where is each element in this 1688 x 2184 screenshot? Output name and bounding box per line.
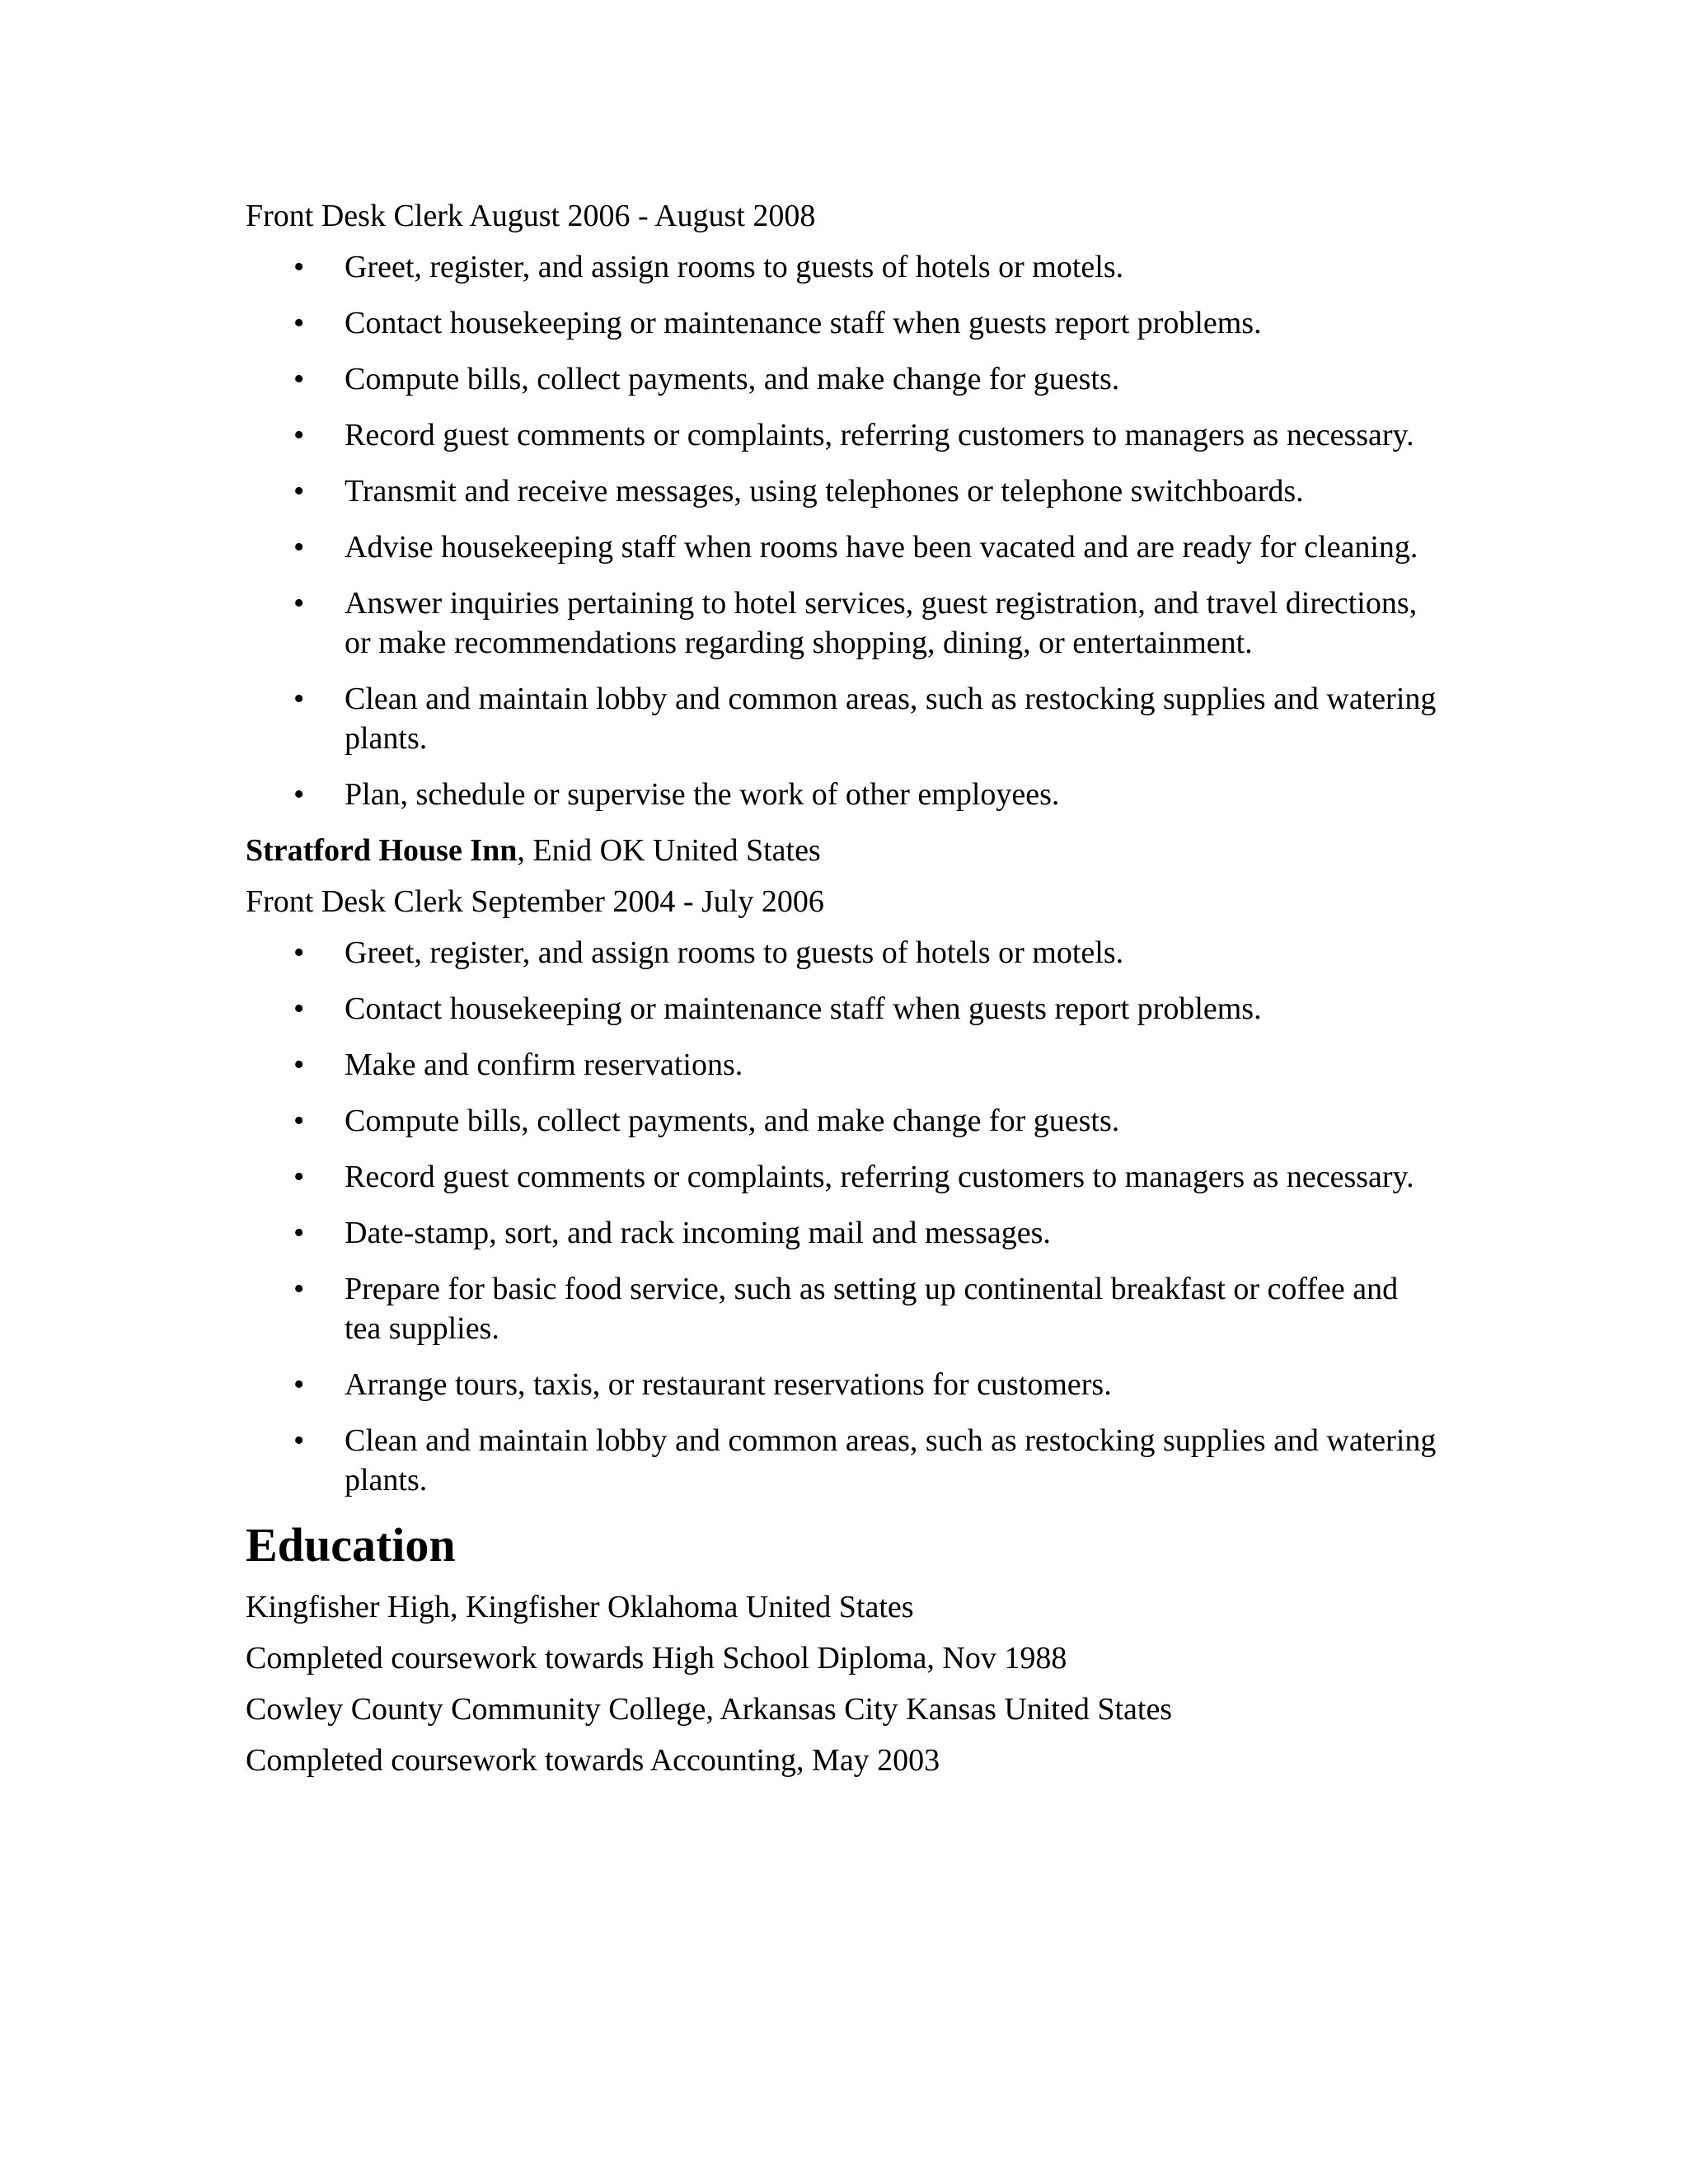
school-line: Cowley County Community College, Arkansas City Kansas United States bbox=[246, 1692, 1173, 1727]
job-title-line: Front Desk Clerk August 2006 - August 2008 bbox=[246, 199, 816, 233]
job-entry-1 bbox=[246, 196, 1437, 814]
bullet-icon: • bbox=[293, 306, 305, 340]
list-item: • Date-stamp, sort, and rack incoming mail and messages. bbox=[246, 1213, 1441, 1253]
job-entry-2 bbox=[246, 831, 1437, 1500]
list-item: • Clean and maintain lobby and common areas, such as restocking supplies and watering plants. bbox=[246, 679, 1441, 758]
section-heading: Education bbox=[246, 1518, 456, 1572]
bullet-icon: • bbox=[293, 1104, 305, 1138]
duties-list bbox=[246, 933, 1437, 1500]
bullet-icon: • bbox=[293, 530, 305, 565]
list-item: • Compute bills, collect payments, and make change for guests. bbox=[246, 359, 1441, 399]
bullet-icon: • bbox=[293, 362, 305, 396]
company-location: , Enid OK United States bbox=[517, 833, 821, 868]
bullet-icon: • bbox=[293, 1367, 305, 1402]
employer-line bbox=[246, 831, 1432, 870]
school-line: Kingfisher High, Kingfisher Oklahoma United States bbox=[246, 1590, 914, 1624]
bullet-icon: • bbox=[293, 777, 305, 812]
list-item: • Compute bills, collect payments, and make change for guests. bbox=[246, 1101, 1441, 1141]
list-item: • Advise housekeeping staff when rooms have been vacated and are ready for cleaning. bbox=[246, 527, 1441, 567]
list-item: • Greet, register, and assign rooms to guests of hotels or motels. bbox=[246, 933, 1441, 972]
coursework-line: Completed coursework towards Accounting, May 2003 bbox=[246, 1743, 940, 1778]
education-section bbox=[246, 1516, 1432, 1780]
list-item: • Answer inquiries pertaining to hotel services, guest registration, and travel directions, or make recommendations regarding shopping, dining, or entertainment. bbox=[246, 583, 1441, 663]
bullet-icon: • bbox=[293, 935, 305, 970]
list-item: • Greet, register, and assign rooms to guests of hotels or motels. bbox=[246, 247, 1441, 287]
list-item: • Contact housekeeping or maintenance staff when guests report problems. bbox=[246, 989, 1441, 1029]
list-item: • Arrange tours, taxis, or restaurant reservations for customers. bbox=[246, 1365, 1441, 1404]
list-item: • Record guest comments or complaints, referring customers to managers as necessary. bbox=[246, 1157, 1441, 1197]
bullet-icon: • bbox=[293, 250, 305, 284]
bullet-icon: • bbox=[293, 1272, 305, 1306]
bullet-icon: • bbox=[293, 991, 305, 1026]
list-item: • Transmit and receive messages, using telephones or telephone switchboards. bbox=[246, 471, 1441, 511]
job-title-line: Front Desk Clerk September 2004 - July 2006 bbox=[246, 884, 824, 919]
bullet-icon: • bbox=[293, 418, 305, 452]
list-item: • Record guest comments or complaints, referring customers to managers as necessary. bbox=[246, 415, 1441, 455]
bullet-icon: • bbox=[293, 1216, 305, 1250]
list-item: • Prepare for basic food service, such as setting up continental breakfast or coffee and tea supplies. bbox=[246, 1269, 1441, 1348]
list-item: • Contact housekeeping or maintenance staff when guests report problems. bbox=[246, 303, 1441, 343]
bullet-icon: • bbox=[293, 1423, 305, 1458]
company-name: Stratford House Inn bbox=[246, 833, 518, 868]
list-item: • Make and confirm reservations. bbox=[246, 1045, 1441, 1085]
bullet-icon: • bbox=[293, 474, 305, 509]
duties-list bbox=[246, 247, 1437, 814]
bullet-icon: • bbox=[293, 586, 305, 621]
bullet-icon: • bbox=[293, 1047, 305, 1082]
list-item: • Plan, schedule or supervise the work of other employees. bbox=[246, 775, 1441, 814]
list-item: • Clean and maintain lobby and common areas, such as restocking supplies and watering plants. bbox=[246, 1421, 1441, 1500]
bullet-icon: • bbox=[293, 1160, 305, 1194]
coursework-line: Completed coursework towards High School Diploma, Nov 1988 bbox=[246, 1641, 1067, 1675]
resume-page bbox=[246, 196, 1437, 1792]
bullet-icon: • bbox=[293, 682, 305, 716]
